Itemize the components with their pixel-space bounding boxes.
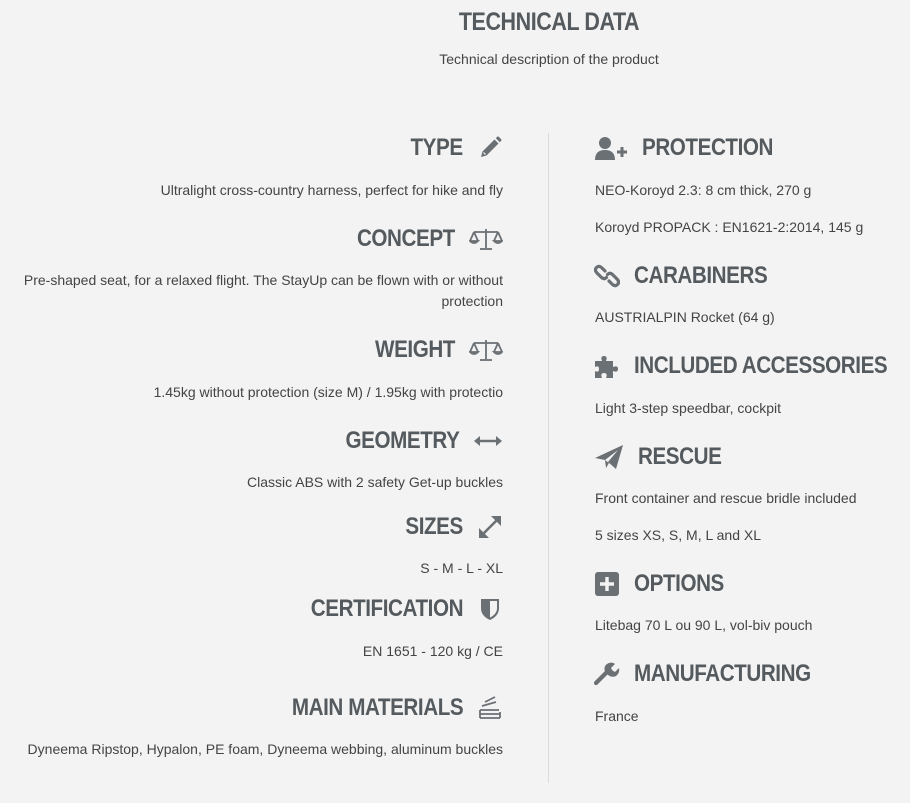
carabiners-text: AUSTRIALPIN Rocket (64 g) — [595, 309, 775, 325]
wrench-icon — [594, 661, 620, 687]
certification-text: EN 1651 - 120 kg / CE — [362, 643, 503, 659]
shield-icon — [477, 596, 503, 622]
sizes-heading: SIZES — [396, 512, 503, 542]
user-plus-icon — [594, 135, 628, 161]
expand-arrows-icon — [477, 514, 503, 540]
layers-stack-icon — [477, 695, 503, 721]
options-text: Litebag 70 L ou 90 L, vol-biv pouch — [595, 617, 813, 633]
manufacturing-text: France — [595, 708, 639, 724]
type-text: Ultralight cross-country harness, perfect for hike and fly — [160, 182, 503, 198]
certification-heading: CERTIFICATION — [286, 594, 503, 624]
geometry-heading: GEOMETRY — [327, 426, 503, 456]
protection-heading: PROTECTION — [594, 133, 794, 163]
concept-text: Pre-shaped seat, for a relaxed flight. The StayUp can be flown with or without protection — [23, 272, 503, 309]
chain-link-icon — [594, 263, 620, 289]
geometry-text: Classic ABS with 2 safety Get-up buckles — [247, 474, 503, 490]
accessories-text: Light 3-step speedbar, cockpit — [595, 400, 782, 416]
horizontal-arrows-icon — [473, 428, 503, 454]
plus-square-icon — [594, 571, 620, 597]
weight-heading: WEIGHT — [362, 335, 503, 365]
paper-plane-icon — [594, 444, 624, 470]
concept-heading: CONCEPT — [341, 224, 503, 254]
rescue-text-1: Front container and rescue bridle included — [595, 490, 857, 506]
manufacturing-heading: MANUFACTURING — [594, 659, 839, 689]
options-heading: OPTIONS — [594, 569, 739, 599]
balance-scale-icon — [469, 337, 503, 363]
materials-text: Dyneema Ripstop, Hypalon, PE foam, Dyneema webbing, aluminum buckles — [27, 741, 503, 757]
materials-heading: MAIN MATERIALS — [264, 693, 503, 723]
rescue-text-2: 5 sizes XS, S, M, L and XL — [595, 527, 762, 543]
puzzle-icon — [594, 353, 620, 379]
accessories-heading: INCLUDED ACCESSORIES — [594, 351, 910, 381]
page-subtitle: Technical description of the product — [439, 51, 659, 67]
pencil-icon — [477, 135, 503, 161]
sizes-text: S - M - L - XL — [420, 560, 503, 576]
column-divider — [548, 133, 549, 783]
page-title: TECHNICAL DATA — [458, 8, 640, 36]
protection-text-2: Koroyd PROPACK : EN1621-2:2014, 145 g — [595, 219, 864, 235]
balance-scale-icon — [469, 226, 503, 252]
weight-text: 1.45kg without protection (size M) / 1.95kg with protectio — [153, 384, 503, 400]
protection-text-1: NEO-Koroyd 2.3: 8 cm thick, 270 g — [595, 182, 812, 198]
type-heading: TYPE — [402, 133, 503, 163]
carabiners-heading: CARABINERS — [594, 261, 789, 291]
rescue-heading: RESCUE — [594, 442, 735, 472]
